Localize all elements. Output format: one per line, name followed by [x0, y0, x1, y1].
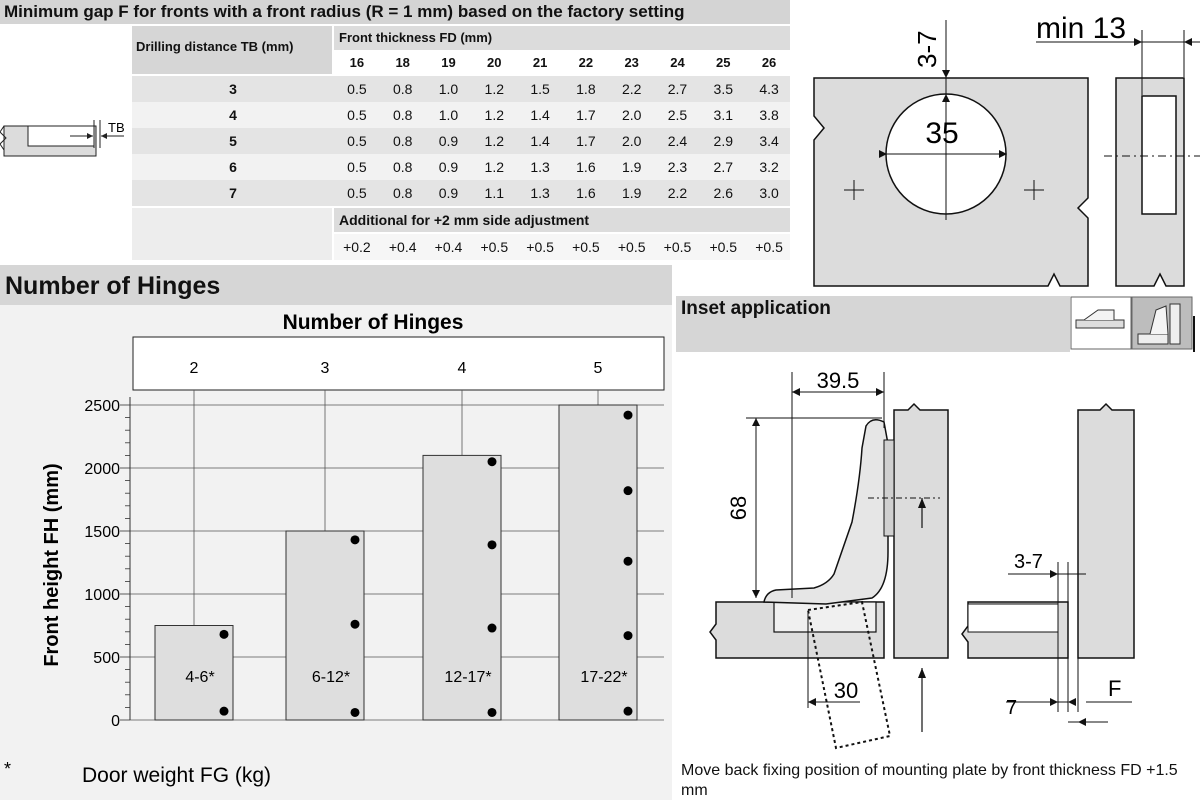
- gap-value-cell: 1.7: [576, 133, 596, 149]
- hinge-position-dot: [488, 540, 497, 549]
- y-tick-label: 2500: [84, 398, 120, 415]
- gap-value-cell: 0.9: [438, 185, 459, 201]
- hinge-count-label: 3: [320, 360, 330, 377]
- inset-note: Move back fixing position of mounting plate by front thickness FD +1.5 mm: [676, 760, 1200, 800]
- hinge-count-label: 4: [457, 360, 467, 377]
- adjustment-value-cell: +0.4: [434, 239, 463, 255]
- hinge-position-dot: [624, 707, 633, 716]
- adjustment-value-cell: +0.5: [709, 239, 738, 255]
- gap-value-cell: 0.9: [438, 159, 459, 175]
- y-tick-label: 2000: [84, 461, 120, 478]
- gap-value-cell: 2.5: [667, 107, 688, 123]
- adjustment-values: [334, 234, 790, 260]
- drilling-distance-header: Drilling distance TB (mm): [132, 26, 332, 74]
- gap-value-cell: 1.6: [576, 185, 596, 201]
- gap-f-label: F: [1108, 676, 1122, 701]
- gap-value-cell: 0.5: [347, 133, 367, 149]
- gap-value-cell: 0.5: [347, 107, 367, 123]
- inset-mounting-diagram: [676, 352, 1200, 762]
- gap-value-cell: 1.6: [576, 159, 596, 175]
- adjustment-value-cell: +0.5: [480, 239, 509, 255]
- gap-value-cell: 0.5: [347, 159, 367, 175]
- gap-table-title: Minimum gap F for fronts with a front radius (R = 1 mm) based on the factory setting: [0, 0, 790, 24]
- chart-title: Number of Hinges: [282, 311, 464, 334]
- hinge-position-dot: [351, 535, 360, 544]
- adjustment-value-cell: +0.4: [388, 239, 417, 255]
- gap-value-cell: 3.2: [759, 159, 779, 175]
- front-thickness-value: 16: [349, 55, 365, 70]
- gap-value-cell: 2.9: [713, 133, 733, 149]
- gap-value-cell: 2.2: [667, 185, 688, 201]
- hinge-position-dot: [624, 411, 633, 420]
- gap-value-cell: 1.8: [576, 81, 596, 97]
- hinge-position-dot: [351, 708, 360, 717]
- plate-depth-label: 30: [833, 678, 859, 703]
- gap-value-cell: 2.4: [667, 133, 688, 149]
- table-row: [132, 128, 790, 154]
- drilling-distance-cell: 3: [229, 81, 237, 97]
- min-distance-label: min 13: [1036, 12, 1127, 45]
- gap-value-cell: 1.9: [621, 159, 642, 175]
- y-axis-label: Front height FH (mm): [41, 463, 63, 667]
- door-weight-label: 6-12*: [311, 669, 351, 686]
- y-tick-label: 0: [111, 713, 120, 730]
- footnote-mark: *: [4, 759, 12, 779]
- gap-value-cell: 2.2: [621, 81, 642, 97]
- adjustment-value-cell: +0.2: [343, 239, 371, 255]
- gap-value-cell: 1.9: [621, 185, 642, 201]
- hinge-position-dot: [220, 630, 229, 639]
- hinge-position-dot: [624, 631, 633, 640]
- hinge-position-dot: [220, 707, 229, 716]
- front-thickness-values: [334, 51, 790, 75]
- hinge-position-dot: [488, 457, 497, 466]
- adjustment-header: Additional for +2 mm side adjustment: [334, 208, 790, 232]
- y-tick-label: 1000: [84, 587, 120, 604]
- adjustment-value-cell: +0.5: [572, 239, 600, 255]
- front-thickness-value: 22: [578, 55, 594, 70]
- front-thickness-value: 20: [487, 55, 502, 70]
- y-tick-label: 1500: [84, 524, 120, 541]
- gap-value-cell: 2.7: [713, 159, 733, 175]
- tb-label: TB: [108, 120, 125, 135]
- gap-value-cell: 0.9: [438, 133, 459, 149]
- hinge-count-label: 2: [189, 360, 199, 377]
- gap-value-cell: 1.4: [530, 107, 550, 123]
- drilling-distance-diagram: [0, 114, 132, 164]
- hinges-chart: [0, 305, 672, 800]
- gap-range-label: 3-7: [1014, 551, 1043, 573]
- gap-value-cell: 1.3: [530, 159, 550, 175]
- adjustment-value-cell: +0.5: [526, 239, 554, 255]
- gap-value-cell: 3.1: [713, 107, 733, 123]
- door-weight-label: 12-17*: [444, 669, 492, 686]
- gap-value-cell: 3.4: [759, 133, 779, 149]
- gap-table-panel: [0, 0, 790, 262]
- gap-value-cell: 1.3: [530, 185, 550, 201]
- hinge-width-label: 39.5: [816, 368, 860, 393]
- gap-value-cell: 1.0: [438, 81, 459, 97]
- hinge-count-label: 5: [593, 360, 603, 377]
- adjustment-value-cell: +0.5: [663, 239, 692, 255]
- front-thickness-value: 23: [624, 55, 639, 70]
- offset-seven-label: 7: [1006, 697, 1018, 719]
- gap-value-cell: 0.8: [392, 81, 413, 97]
- gap-value-cell: 2.3: [667, 159, 688, 175]
- inset-title: Inset application: [676, 296, 1070, 352]
- hinges-section-title: Number of Hinges: [0, 265, 672, 305]
- hinge-position-dot: [351, 620, 360, 629]
- table-row: [132, 76, 790, 102]
- gap-value-cell: 3.8: [759, 107, 779, 123]
- gap-value-cell: 1.7: [576, 107, 596, 123]
- drilling-distance-cell: 6: [229, 159, 237, 175]
- gap-value-cell: 0.8: [392, 159, 413, 175]
- drilling-distance-cell: 5: [229, 133, 237, 149]
- gap-value-cell: 3.0: [759, 185, 779, 201]
- gap-value-cell: 0.5: [347, 185, 367, 201]
- door-weight-label: 4-6*: [185, 669, 215, 686]
- footnote-text: Door weight FG (kg): [82, 764, 272, 787]
- cup-offset-label: 3-7: [912, 30, 942, 68]
- table-row: [132, 180, 790, 206]
- cup-diameter-label: 35: [925, 117, 959, 150]
- bars: [155, 360, 637, 720]
- table-spacer: [132, 208, 332, 260]
- hinge-position-dot: [488, 708, 497, 717]
- y-axis: [84, 397, 130, 730]
- gap-value-cell: 1.2: [484, 81, 505, 97]
- adjustment-value-cell: +0.5: [755, 239, 783, 255]
- y-tick-label: 500: [93, 650, 120, 667]
- gap-value-cell: 0.8: [392, 133, 413, 149]
- gap-table-body: [132, 76, 790, 206]
- front-thickness-value: 24: [670, 55, 685, 70]
- front-thickness-value: 26: [761, 55, 777, 70]
- hinge-height-label: 68: [726, 495, 751, 521]
- front-thickness-header: Front thickness FD (mm): [334, 26, 790, 50]
- gap-value-cell: 1.4: [530, 133, 550, 149]
- gap-value-cell: 1.0: [438, 107, 459, 123]
- gap-value-cell: 0.5: [347, 81, 367, 97]
- hinge-position-dot: [624, 486, 633, 495]
- gap-value-cell: 1.5: [530, 81, 550, 97]
- gap-value-cell: 4.3: [759, 81, 779, 97]
- gap-value-cell: 1.1: [484, 185, 505, 201]
- front-thickness-value: 25: [716, 55, 731, 70]
- door-weight-label: 17-22*: [580, 669, 628, 686]
- gap-value-cell: 0.8: [392, 185, 413, 201]
- gap-value-cell: 1.2: [484, 107, 505, 123]
- adjustment-value-cell: +0.5: [617, 239, 646, 255]
- hinge-position-dot: [624, 557, 633, 566]
- gap-value-cell: 2.0: [621, 107, 642, 123]
- table-row: [132, 154, 790, 180]
- table-row: [132, 102, 790, 128]
- drilling-distance-cell: 7: [229, 185, 237, 201]
- gap-value-cell: 3.5: [713, 81, 733, 97]
- gap-value-cell: 0.8: [392, 107, 413, 123]
- front-thickness-value: 21: [532, 55, 548, 70]
- gap-value-cell: 2.7: [667, 81, 688, 97]
- gap-value-cell: 2.0: [621, 133, 642, 149]
- gap-value-cell: 2.6: [713, 185, 733, 201]
- gap-value-cell: 1.2: [484, 133, 505, 149]
- hinge-count-header: [133, 337, 664, 390]
- drilling-distance-cell: 4: [229, 107, 237, 123]
- front-thickness-value: 18: [395, 55, 410, 70]
- cup-drilling-diagram: [792, 0, 1200, 296]
- front-thickness-value: 19: [441, 55, 456, 70]
- gap-value-cell: 1.2: [484, 159, 505, 175]
- hinge-position-dot: [488, 624, 497, 633]
